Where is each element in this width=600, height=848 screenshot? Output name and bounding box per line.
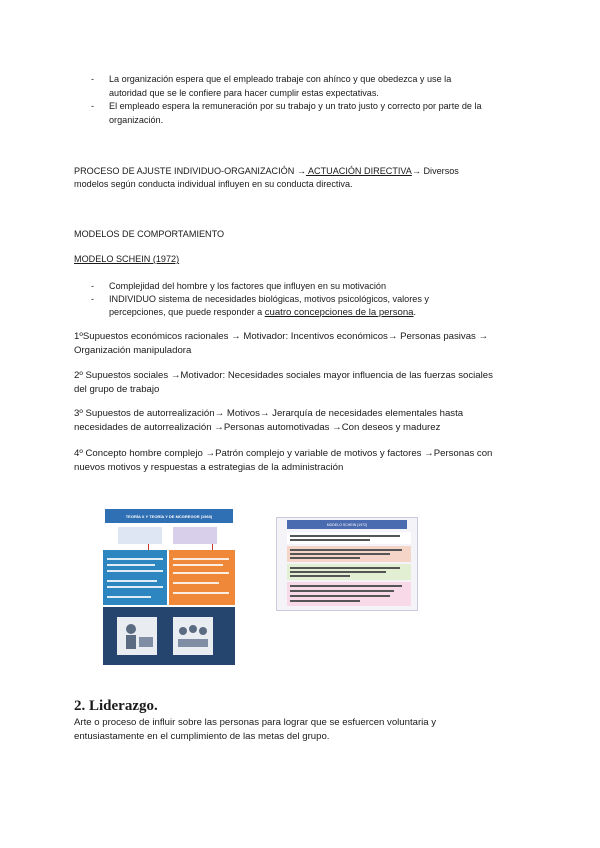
bullet-prefix: percepciones, que puede responder a	[109, 307, 265, 317]
bullet-mark: -	[91, 74, 95, 84]
schein-figure	[276, 517, 418, 611]
supuesto-4-line1: 4º Concepto hombre complejo →Patrón complejo y variable de motivos y factores →Personas con	[74, 448, 493, 459]
bullet-text: Complejidad del hombre y los factores que influyen en su motivación	[109, 281, 387, 291]
liderazgo-line1: Arte o proceso de influir sobre las personas para lograr que se esfuercen voluntaria y	[74, 717, 437, 728]
figure-row	[287, 564, 411, 580]
bullet-mark: -	[91, 294, 95, 304]
schein-heading: MODELO SCHEIN (1972)	[74, 254, 180, 264]
concepciones-link[interactable]: cuatro concepciones de la persona	[264, 307, 414, 318]
bullet-suffix: .	[413, 307, 417, 317]
actuacion-directiva-link[interactable]: ACTUACIÓN DIRECTIVA	[305, 166, 412, 176]
worker-photo	[117, 617, 157, 655]
figure-row	[287, 546, 411, 562]
supuesto-2-line2: del grupo de trabajo	[74, 384, 160, 395]
theory-x-box	[118, 527, 162, 544]
mcgregor-figure	[100, 507, 238, 667]
photos-panel	[103, 607, 235, 665]
theory-y-box	[173, 527, 217, 544]
bullet-text: autoridad que se le confiere para hacer cumplir estas expectativas.	[109, 88, 379, 98]
supuesto-2-line1: 2º Supuestos sociales →Motivador: Necesidades sociales mayor influencia de las fuerzas sociales	[74, 370, 493, 381]
bullet-text: El empleado espera la remuneración por su trabajo y un trato justo y correcto por parte de la	[109, 101, 482, 111]
bullet-mark: -	[91, 101, 95, 111]
bullet-text: La organización espera que el empleado trabaje con ahínco y que obedezca y use la	[109, 74, 452, 84]
section-heading: MODELOS DE COMPORTAMIENTO	[74, 229, 225, 239]
bullet-text: INDIVIDUO sistema de necesidades biológicas, motivos psicológicos, valores y	[109, 294, 429, 304]
team-photo	[173, 617, 213, 655]
figure-row	[287, 582, 411, 606]
bullet-text	[109, 305, 416, 320]
bullet-text: organización.	[109, 115, 164, 125]
supuesto-3-line2: necesidades de autorrealización →Personas automotivadas →Con deseos y madurez	[74, 422, 441, 433]
theory-x-panel	[103, 550, 167, 605]
theory-y-panel	[169, 550, 235, 605]
bullet-mark: -	[91, 281, 95, 291]
proceso-line	[74, 164, 459, 178]
liderazgo-line2: entusiastamente en el cumplimiento de las metas del grupo.	[74, 731, 330, 742]
supuesto-3-line1: 3º Supuestos de autorrealización→ Motivos→ Jerarquía de necesidades elementales hasta	[74, 408, 464, 419]
proceso-line2: modelos según conducta individual influyen en su conducta directiva.	[74, 179, 353, 189]
figure-row	[287, 532, 411, 544]
supuesto-1-line1: 1ºSupuestos económicos racionales → Motivador: Incentivos económicos→ Personas pasivas →	[74, 331, 489, 342]
supuesto-4-line2: nuevos motivos y respuestas a estrategias de la administración	[74, 462, 344, 473]
proceso-suffix: → Diversos	[411, 166, 459, 176]
figure-title: MODELO SCHEIN (1972)	[287, 520, 407, 529]
section-heading: 2. Liderazgo.	[74, 698, 158, 714]
supuesto-1-line2: Organización manipuladora	[74, 345, 192, 356]
proceso-prefix: PROCESO DE AJUSTE INDIVIDUO-ORGANIZACIÓN →	[74, 166, 306, 176]
figure-title: TEORÍA X Y TEORÍA Y DE MCGREGOR (1960)	[105, 509, 233, 523]
